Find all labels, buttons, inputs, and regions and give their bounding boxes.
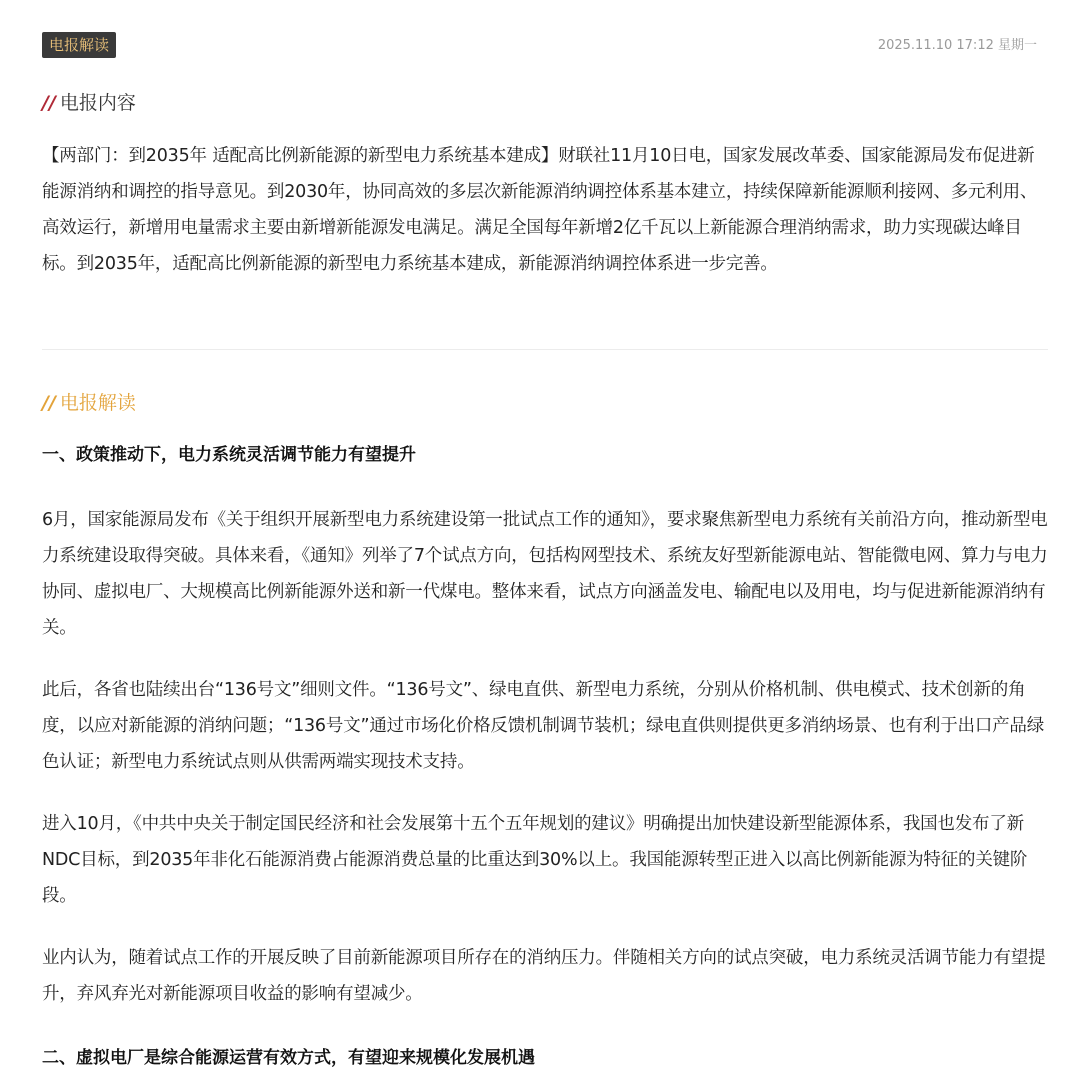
analysis-paragraph: 业内认为，随着试点工作的开展反映了目前新能源项目所存在的消纳压力。伴随相关方向的试点突破，电力系统灵活调节能力有望提升，弃风弃光对新能源项目收益的影响有望减少。 [42,948,1046,1004]
category-tag[interactable]: 电报解读 [42,32,116,58]
publish-datetime: 2025.11.10 17:12 星期一 [877,38,1037,53]
section-mark-icon: // [42,92,56,114]
analysis-section-title [42,390,136,416]
analysis-section-label: 电报解读 [59,392,136,414]
section-mark-icon: // [42,392,56,414]
section-divider [42,349,1048,350]
telegraph-content-text: 【两部门：到2035年 适配高比例新能源的新型电力系统基本建成】财联社11月10日电，国家发展改革委、国家能源局发布促进新能源消纳和调控的指导意见。到2030年，协同高效的多层次新能源消纳调控体系基本建立，持续保障新能源顺利接网、多元利用、高效运行，新增用电量需求主要由新增新能源发电满足。满足全国每年新增2亿千瓦以上新能源合理消纳需求，助力实现碳达峰目标。到2035年，适配高比例新能源的新型电力系统基本建成，新能源消纳调控体系进一步完善。 [42,146,1038,274]
analysis-paragraph: 此后，各省也陆续出台“136号文”细则文件。“136号文”、绿电直供、新型电力系统，分别从价格机制、供电模式、技术创新的角度，以应对新能源的消纳问题；“136号文”通过市场化价格反馈机制调节装机；绿电直供则提供更多消纳场景、也有利于出口产品绿色认证；新型电力系统试点则从供需两端实现技术支持。 [42,680,1045,772]
content-section-label: 电报内容 [59,92,136,114]
analysis-paragraph: 6月，国家能源局发布《关于组织开展新型电力系统建设第一批试点工作的通知》，要求聚焦新型电力系统有关前沿方向，推动新型电力系统建设取得突破。具体来看，《通知》列举了7个试点方向，包括构网型技术、系统友好型新能源电站、智能微电网、算力与电力协同、虚拟电厂、大规模高比例新能源外送和新一代煤电。整体来看，试点方向涵盖发电、输配电以及用电，均与促进新能源消纳有关。 [42,510,1048,638]
analysis-paragraph: 进入10月，《中共中央关于制定国民经济和社会发展第十五个五年规划的建议》明确提出加快建设新型能源体系，我国也发布了新NDC目标，到2035年非化石能源消费占能源消费总量的比重达到30%以上。我国能源转型正进入以高比例新能源为特征的关键阶段。 [42,814,1028,906]
content-section-title [42,90,136,116]
analysis-heading-1: 一、政策推动下，电力系统灵活调节能力有望提升 [42,445,416,465]
article-header [42,30,1037,60]
analysis-heading-2: 二、虚拟电厂是综合能源运营有效方式，有望迎来规模化发展机遇 [42,1048,535,1068]
